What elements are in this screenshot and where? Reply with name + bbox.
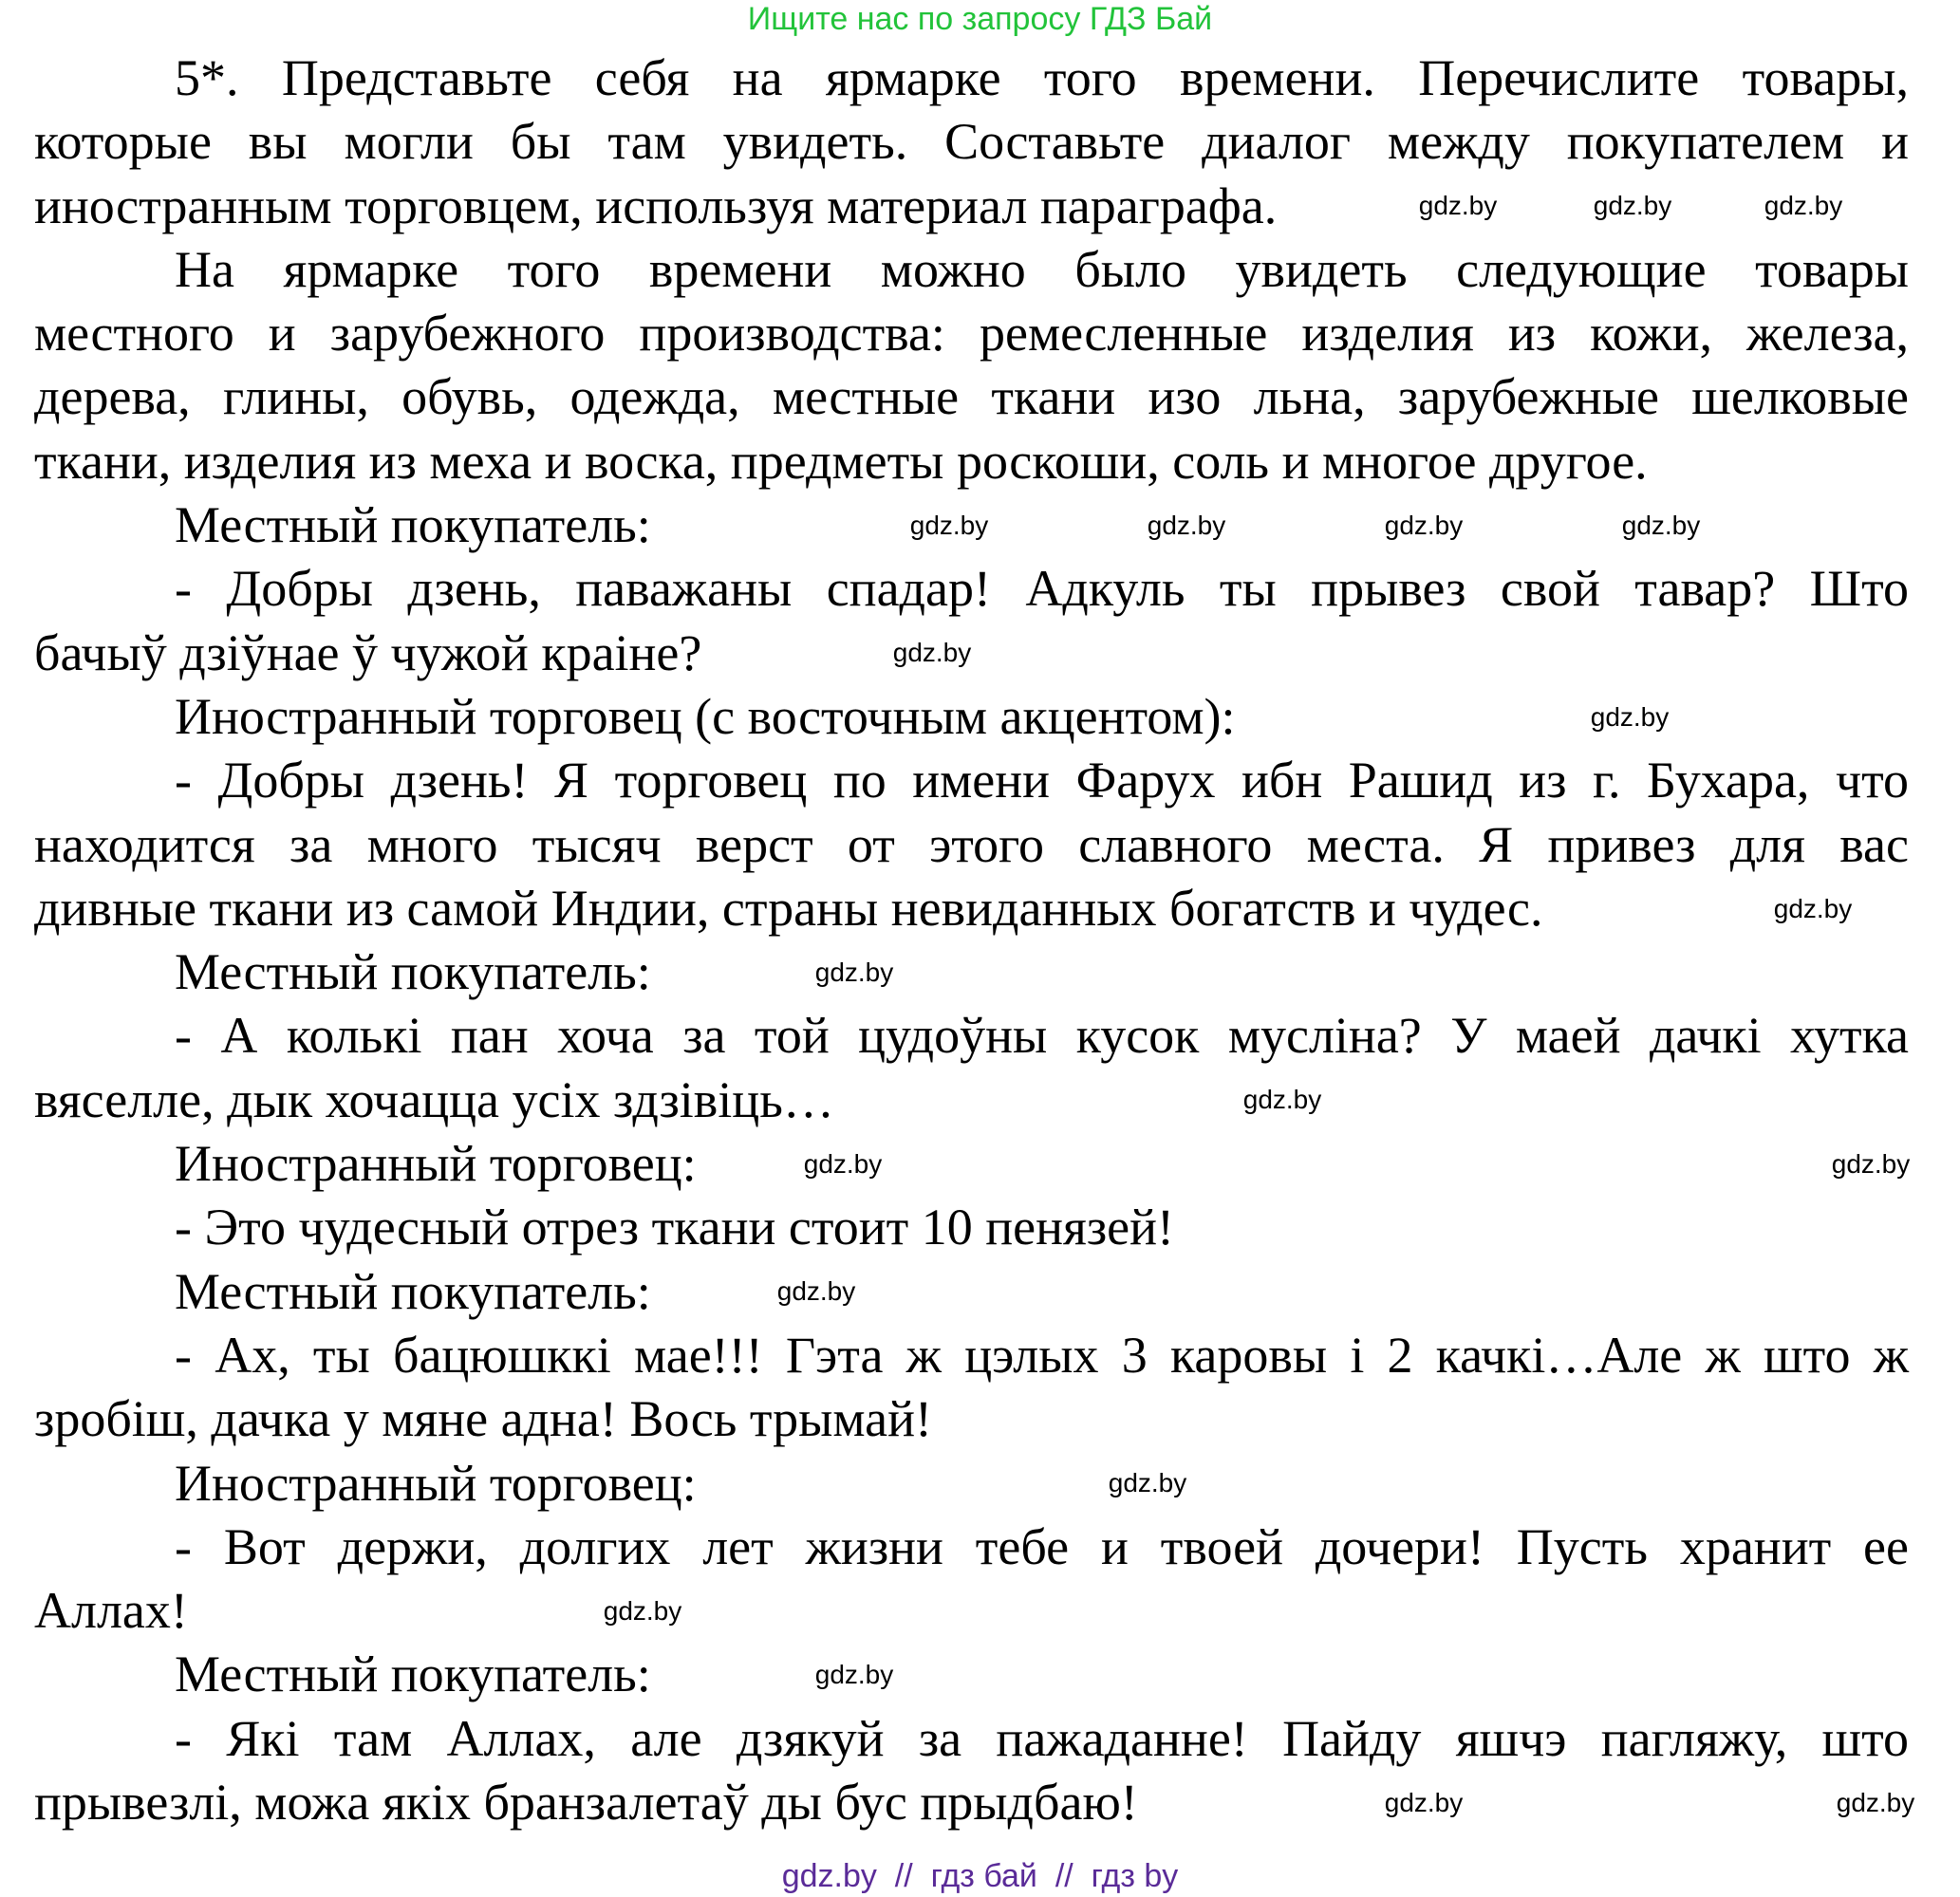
text-line: дерева, глины, обувь, одежда, местные ткани изо льна, зарубежные шелковые xyxy=(34,368,1909,426)
watermark-text: gdz.by xyxy=(776,1276,856,1307)
text-line: зробіш, дачка у мяне адна! Вось трымай! xyxy=(34,1390,933,1448)
watermark-text: gdz.by xyxy=(1242,1085,1322,1115)
watermark-text: gdz.by xyxy=(814,957,894,987)
paragraph xyxy=(34,749,1909,940)
text-line: прывезлі, можа якіх бранзалетаў ды бус прыдбаю! xyxy=(34,1774,1138,1832)
paragraph xyxy=(34,1132,1909,1196)
text-line: - Добры дзень! Я торговец по имени Фарух ибн Рашид из г. Бухара, что xyxy=(175,752,1909,809)
footer-site-links: gdz.by // гдз бай // гдз by xyxy=(781,1858,1179,1894)
watermark-text: gdz.by xyxy=(1147,510,1226,540)
text-line: дивные ткани из самой Индии, страны невиданных богатств и чудес. xyxy=(34,879,1543,937)
text-line: Иностранный торговец: xyxy=(175,1454,697,1512)
search-hint-banner: Ищите нас по запросу ГДЗ Бай xyxy=(747,1,1213,37)
text-line: Местный покупатель: xyxy=(175,1262,651,1320)
watermark-text: gdz.by xyxy=(1384,510,1464,540)
watermark-text: gdz.by xyxy=(909,510,989,540)
paragraph xyxy=(34,1516,1909,1644)
watermark-text: gdz.by xyxy=(1836,1787,1915,1817)
text-line: местного и зарубежного производства: ремесленные изделия из кожи, железа, xyxy=(34,305,1909,363)
watermark-text: gdz.by xyxy=(1418,191,1498,221)
watermark-text: gdz.by xyxy=(1621,510,1701,540)
paragraph xyxy=(34,1643,1909,1706)
text-line: 5*. Представьте себя на ярмарке того времени. Перечислите товары, xyxy=(175,49,1909,106)
text-line: - Добры дзень, паважаны спадар! Адкуль ты прывез свой тавар? Што xyxy=(175,560,1909,618)
text-line: Аллах! xyxy=(34,1582,188,1640)
text-line: Местный покупатель: xyxy=(175,943,651,1001)
text-line: На ярмарке того времени можно было увидеть следующие товары xyxy=(175,240,1909,298)
text-line: - Які там Аллах, але дзякуй за пажаданне! Пайду яшчэ пагляжу, што xyxy=(175,1709,1909,1767)
watermark-text: gdz.by xyxy=(1593,191,1672,221)
paragraph xyxy=(34,238,1909,493)
watermark-text: gdz.by xyxy=(603,1595,682,1626)
watermark-text: gdz.by xyxy=(814,1660,894,1690)
watermark-text: gdz.by xyxy=(1108,1468,1187,1498)
paragraph xyxy=(34,1707,1909,1835)
text-line: ткани, изделия из меха и воска, предметы роскоши, соль и многое другое. xyxy=(34,432,1648,490)
text-line: которые вы могли бы там увидеть. Составьте диалог между покупателем и xyxy=(34,113,1909,171)
text-line: - Вот держи, долгих лет жизни тебе и твоей дочери! Пусть хранит ее xyxy=(175,1517,1909,1575)
watermark-text: gdz.by xyxy=(1773,893,1853,923)
paragraph xyxy=(34,1452,1909,1516)
paragraph xyxy=(34,1004,1909,1132)
paragraph xyxy=(34,1260,1909,1324)
text-line: Местный покупатель: xyxy=(175,496,651,554)
paragraph xyxy=(34,1196,1909,1259)
watermark-text: gdz.by xyxy=(1831,1148,1911,1179)
paragraph xyxy=(34,940,1909,1004)
paragraph xyxy=(34,1324,1909,1452)
watermark-text: gdz.by xyxy=(1764,191,1843,221)
text-line: Иностранный торговец (с восточным акцентом): xyxy=(175,687,1236,745)
watermark-text: gdz.by xyxy=(1590,701,1670,732)
document-body xyxy=(34,46,1909,1834)
text-line: Иностранный торговец: xyxy=(175,1135,697,1193)
text-line: Местный покупатель: xyxy=(175,1646,651,1703)
text-line: находится за много тысяч верст от этого славного места. Я привез для вас xyxy=(34,815,1909,873)
watermark-text: gdz.by xyxy=(1384,1787,1464,1817)
text-line: вяселле, дык хочацца усіх здзівіць… xyxy=(34,1070,834,1128)
text-line: - Это чудесный отрез ткани стоит 10 пенязей! xyxy=(175,1199,1175,1256)
text-line: иностранным торговцем, используя материал параграфа. xyxy=(34,177,1278,234)
text-line: бачыў дзіўнае ў чужой краіне? xyxy=(34,623,702,681)
watermark-text: gdz.by xyxy=(892,638,972,668)
watermark-text: gdz.by xyxy=(803,1148,883,1179)
text-line: - Ах, ты бацюшккі мае!!! Гэта ж цэлых 3 каровы і 2 качкі…Але ж што ж xyxy=(175,1326,1909,1384)
paragraph xyxy=(34,557,1909,685)
text-line: - А колькі пан хоча за той цудоўны кусок мусліна? У маей дачкі хутка xyxy=(175,1007,1909,1065)
